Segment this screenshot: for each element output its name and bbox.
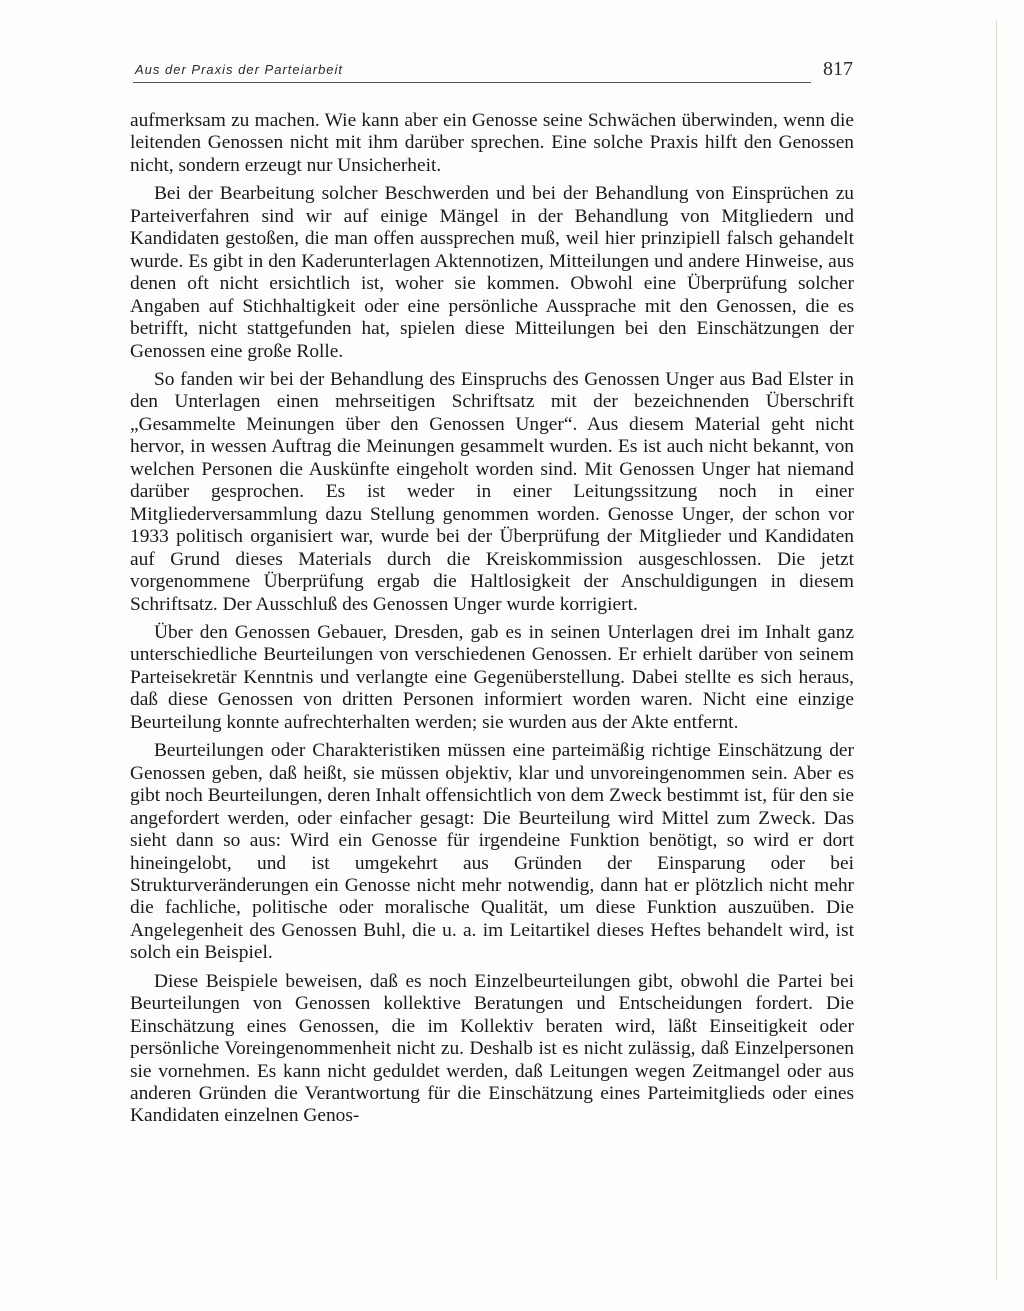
- paragraph: aufmerksam zu machen. Wie kann aber ein Genosse seine Schwächen überwinden, wenn die leitenden Genossen nicht mit ihm darüber sprechen. Eine solche Praxis hilft den Genossen nicht, sondern erzeugt nur Unsicherheit.: [130, 110, 854, 176]
- article-body: [130, 110, 854, 1134]
- paragraph: Bei der Bearbeitung solcher Beschwerden und bei der Behandlung von Einsprüchen zu Parteiverfahren sind wir auf einige Mängel in der Behandlung von Mitgliedern und Kandidaten gestoßen, die man offen aussprechen muß, weil hier prinzipiell falsch gehandelt wurde. Es gibt in den Kaderunterlagen Aktennotizen, Mitteilungen und andere Hinweise, aus denen oft nicht ersichtlich ist, woher sie kommen. Obwohl eine Überprüfung solcher Angaben auf Stichhaltigkeit oder eine persönliche Aussprache mit den Genossen, die es betrifft, nicht stattgefunden hat, spielen diese Mitteilungen bei den Einschätzungen der Genossen eine große Rolle.: [130, 183, 854, 362]
- running-title: Aus der Praxis der Parteiarbeit: [135, 62, 344, 77]
- page-number: 817: [823, 58, 853, 80]
- paragraph: Beurteilungen oder Charakteristiken müssen eine parteimäßig richtige Einschätzung der Genossen geben, daß heißt, sie müssen objektiv, klar und unvoreingenommen sein. Aber es gibt noch Beurteilungen, deren Inhalt offensichtlich von dem Zweck bestimmt ist, für den sie angefordert werden, oder einfacher gesagt: Die Beurteilung wird Mittel zum Zweck. Das sieht dann so aus: Wird ein Genosse für irgendeine Funktion benötigt, so wird er dort hineingelobt, und ist umgekehrt aus Gründen der Einsparung oder bei Strukturveränderungen ein Genosse nicht mehr notwendig, dann hat er plötzlich nicht mehr die fachliche, politische oder moralische Qualität, um diese Funktion auszuüben. Die Angelegenheit des Genossen Buhl, die u. a. im Leitartikel dieses Heftes behandelt wird, ist solch ein Beispiel.: [130, 740, 854, 964]
- header-rule: [133, 82, 811, 83]
- running-header: [133, 58, 855, 82]
- paragraph: So fanden wir bei der Behandlung des Einspruchs des Genossen Unger aus Bad Elster in den Unterlagen einen mehrseitigen Schriftsatz mit der bezeichnenden Überschrift „Gesammelte Meinungen über den Genossen Unger“. Aus diesem Material geht nicht hervor, in wessen Auftrag die Meinungen gesammelt wurden. Es ist auch nicht bekannt, von welchen Personen die Auskünfte eingeholt worden sind. Mit Genossen Unger hat niemand darüber gesprochen. Es ist weder in einer Leitungssitzung noch in einer Mitgliederversammlung dazu Stellung genommen worden. Genosse Unger, der schon vor 1933 politisch organisiert war, wurde bei der Überprüfung der Mitglieder und Kandidaten auf Grund dieses Materials durch die Kreiskommission ausgeschlossen. Die jetzt vorgenommene Überprüfung ergab die Haltlosigkeit der Anschuldigungen in diesem Schriftsatz. Der Ausschluß des Genossen Unger wurde korrigiert.: [130, 368, 854, 615]
- paragraph: Diese Beispiele beweisen, daß es noch Einzelbeurteilungen gibt, obwohl die Partei bei Beurteilungen von Genossen kollektive Beratungen und Entscheidungen fordert. Die Einschätzung eines Genossen, die im Kollektiv beraten wird, läßt Einseitigkeit oder persönliche Voreingenommenheit nicht zu. Deshalb ist es nicht zulässig, daß Einzelpersonen sie vornehmen. Es kann nicht geduldet werden, daß Leitungen wegen Zeitmangel oder aus anderen Gründen die Verantwortung für die Einschätzung eines Parteimitglieds oder eines Kandidaten einzelnen Genos-: [130, 970, 854, 1127]
- paragraph: Über den Genossen Gebauer, Dresden, gab es in seinen Unterlagen drei im Inhalt ganz unterschiedliche Beurteilungen von verschiedenen Genossen. Er erhielt darüber von seinem Parteisekretär Kenntnis und verlangte eine Gegenüberstellung. Dabei stellte es sich heraus, daß diese Genossen von dritten Personen informiert worden waren. Nicht eine einzige Beurteilung konnte aufrechterhalten werden; sie wurden aus der Akte entfernt.: [130, 621, 854, 733]
- scan-edge-line: [996, 20, 997, 1280]
